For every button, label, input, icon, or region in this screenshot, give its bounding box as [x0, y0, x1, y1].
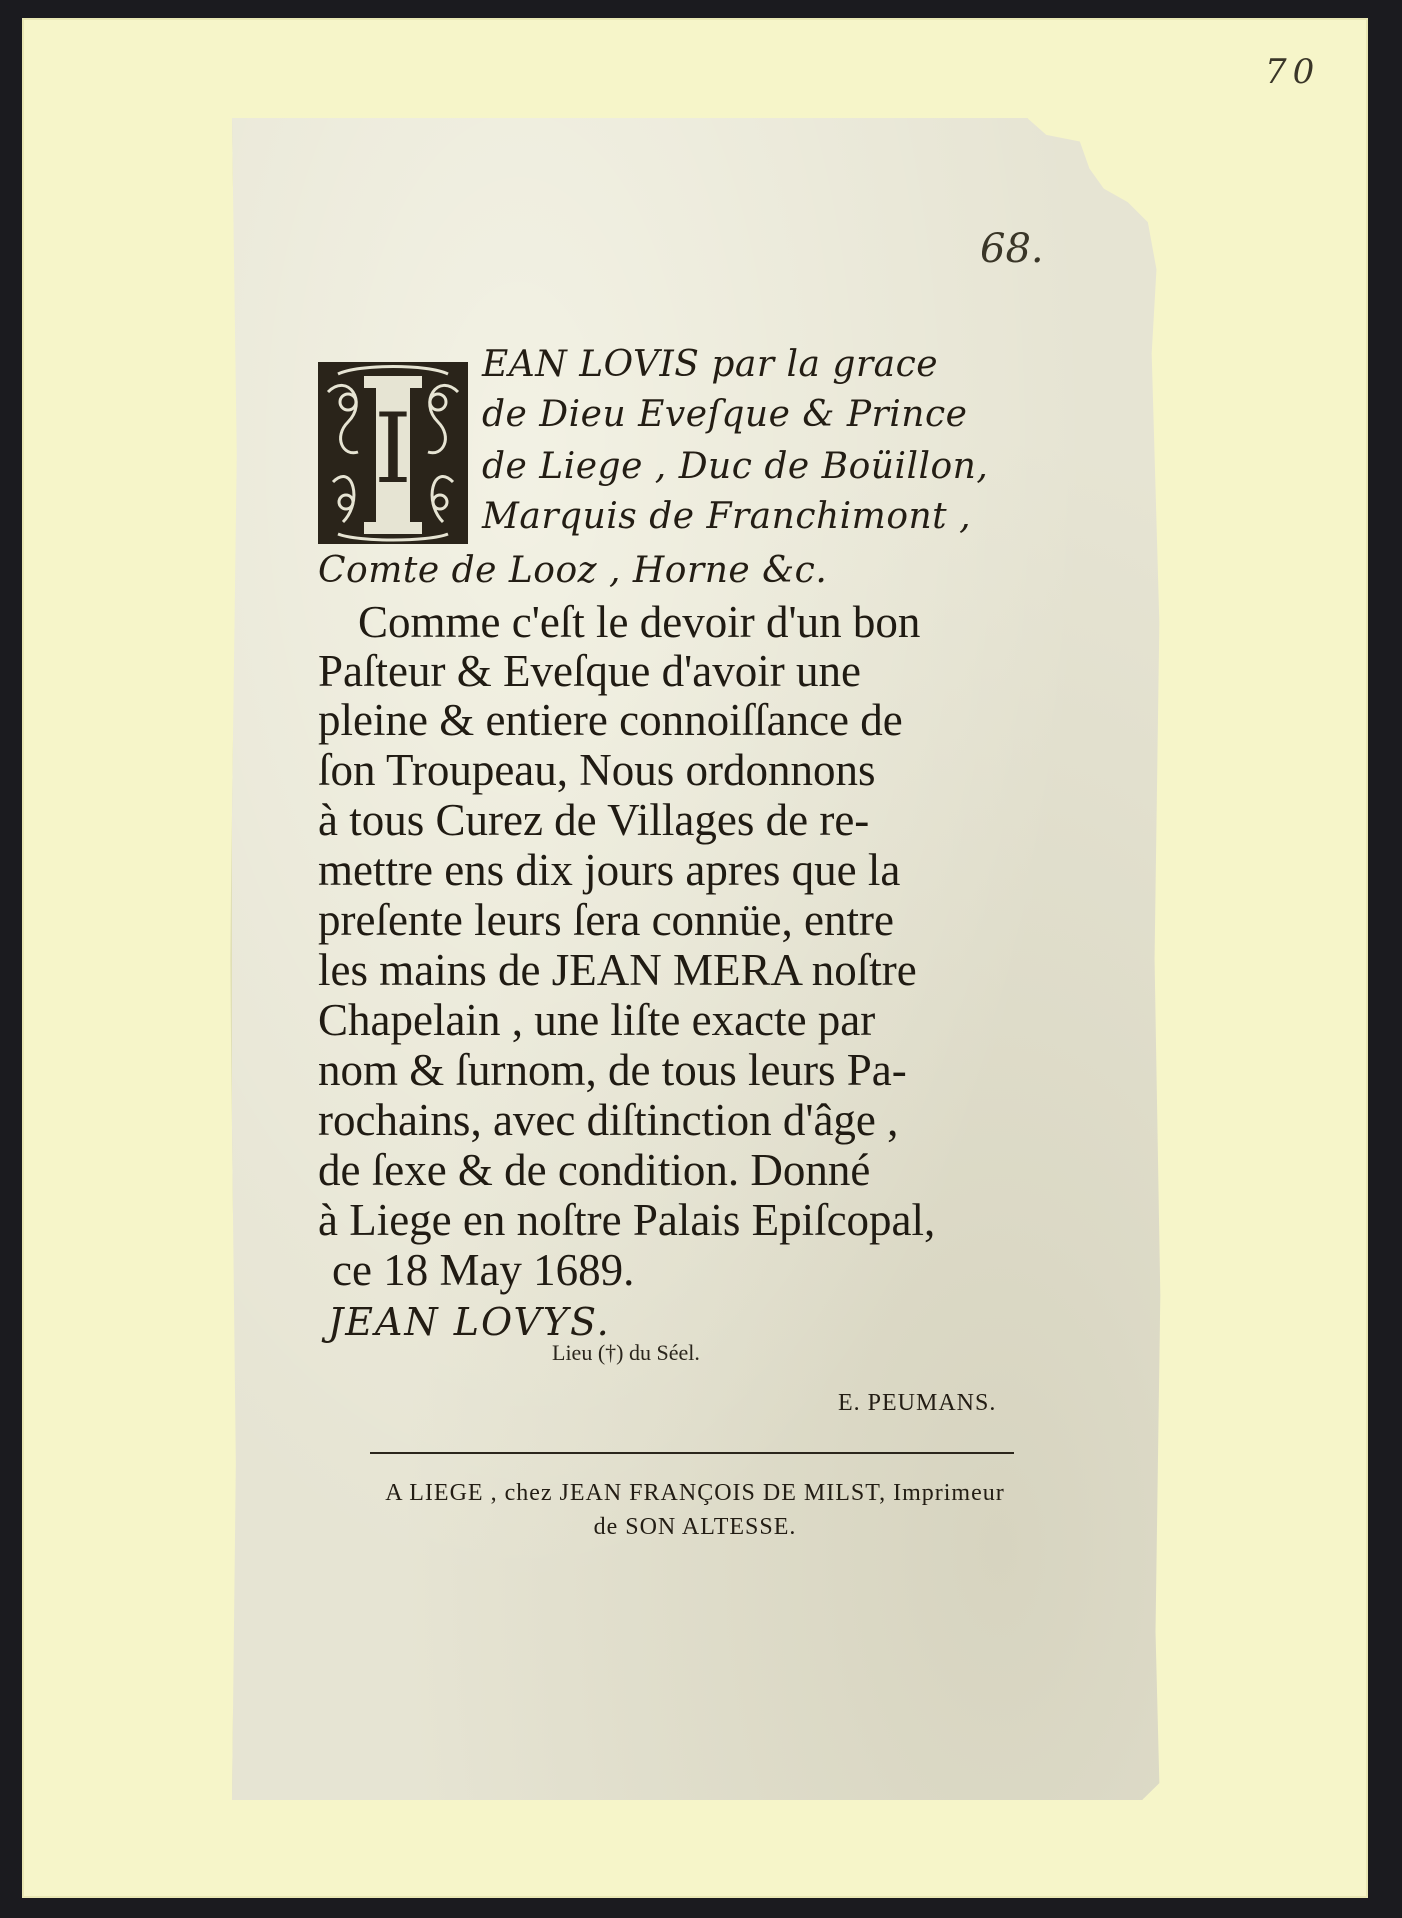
imprint-line-2: de SON ALTESSE.	[593, 1514, 797, 1540]
seal-note: Lieu (†) du Séel.	[552, 1340, 700, 1365]
body-line-11: rochains, avec diſtinction d'âge ,	[318, 1095, 899, 1145]
body-line-10: nom & ſurnom, de tous leurs Pa-	[318, 1045, 907, 1095]
body-line-12: de ſexe & de condition. Donné	[318, 1145, 871, 1195]
body-line-14: ce 18 May 1689.	[332, 1245, 635, 1295]
body-line-1: Comme c'eſt le devoir d'un bon	[358, 597, 921, 647]
initial-letter: I	[374, 393, 412, 505]
body-line-7: preſente leurs ſera connüe, entre	[318, 895, 894, 945]
title-line-1: EAN LOVIS par la grace	[482, 344, 939, 385]
divider-rule	[370, 1452, 1014, 1454]
body-line-6: mettre ens dix jours apres que la	[318, 845, 901, 895]
title-line-5: Comte de Looz , Horne &c.	[318, 550, 828, 591]
body-line-8: les mains de JEAN MERA noſtre	[318, 945, 917, 995]
countersignature: E. PEUMANS.	[838, 1390, 997, 1416]
body-line-9: Chapelain , une liſte exacte par	[318, 995, 876, 1045]
ornamental-initial	[318, 362, 468, 544]
folio-number: 68.	[980, 226, 1044, 272]
body-line-5: à tous Curez de Villages de re-	[318, 795, 870, 845]
body-line-3: pleine & entiere connoiſſance de	[318, 695, 903, 745]
title-line-4: Marquis de Franchimont ,	[482, 496, 972, 537]
signature: JEAN LOVYS.	[328, 1300, 611, 1344]
body-line-2: Paſteur & Eveſque d'avoir une	[318, 646, 861, 696]
printer-imprint	[360, 1476, 1030, 1544]
imprint-line-1: A LIEGE , chez JEAN FRANÇOIS DE MILST, Imprimeur	[385, 1480, 1005, 1506]
archive-number: 70	[1265, 52, 1321, 92]
body-line-4: ſon Troupeau, Nous ordonnons	[318, 745, 876, 795]
body-line-13: à Liege en noſtre Palais Epiſcopal,	[318, 1195, 936, 1245]
title-line-3: de Liege , Duc de Boüillon,	[482, 446, 989, 487]
title-line-2: de Dieu Eveſque & Prince	[482, 394, 968, 435]
